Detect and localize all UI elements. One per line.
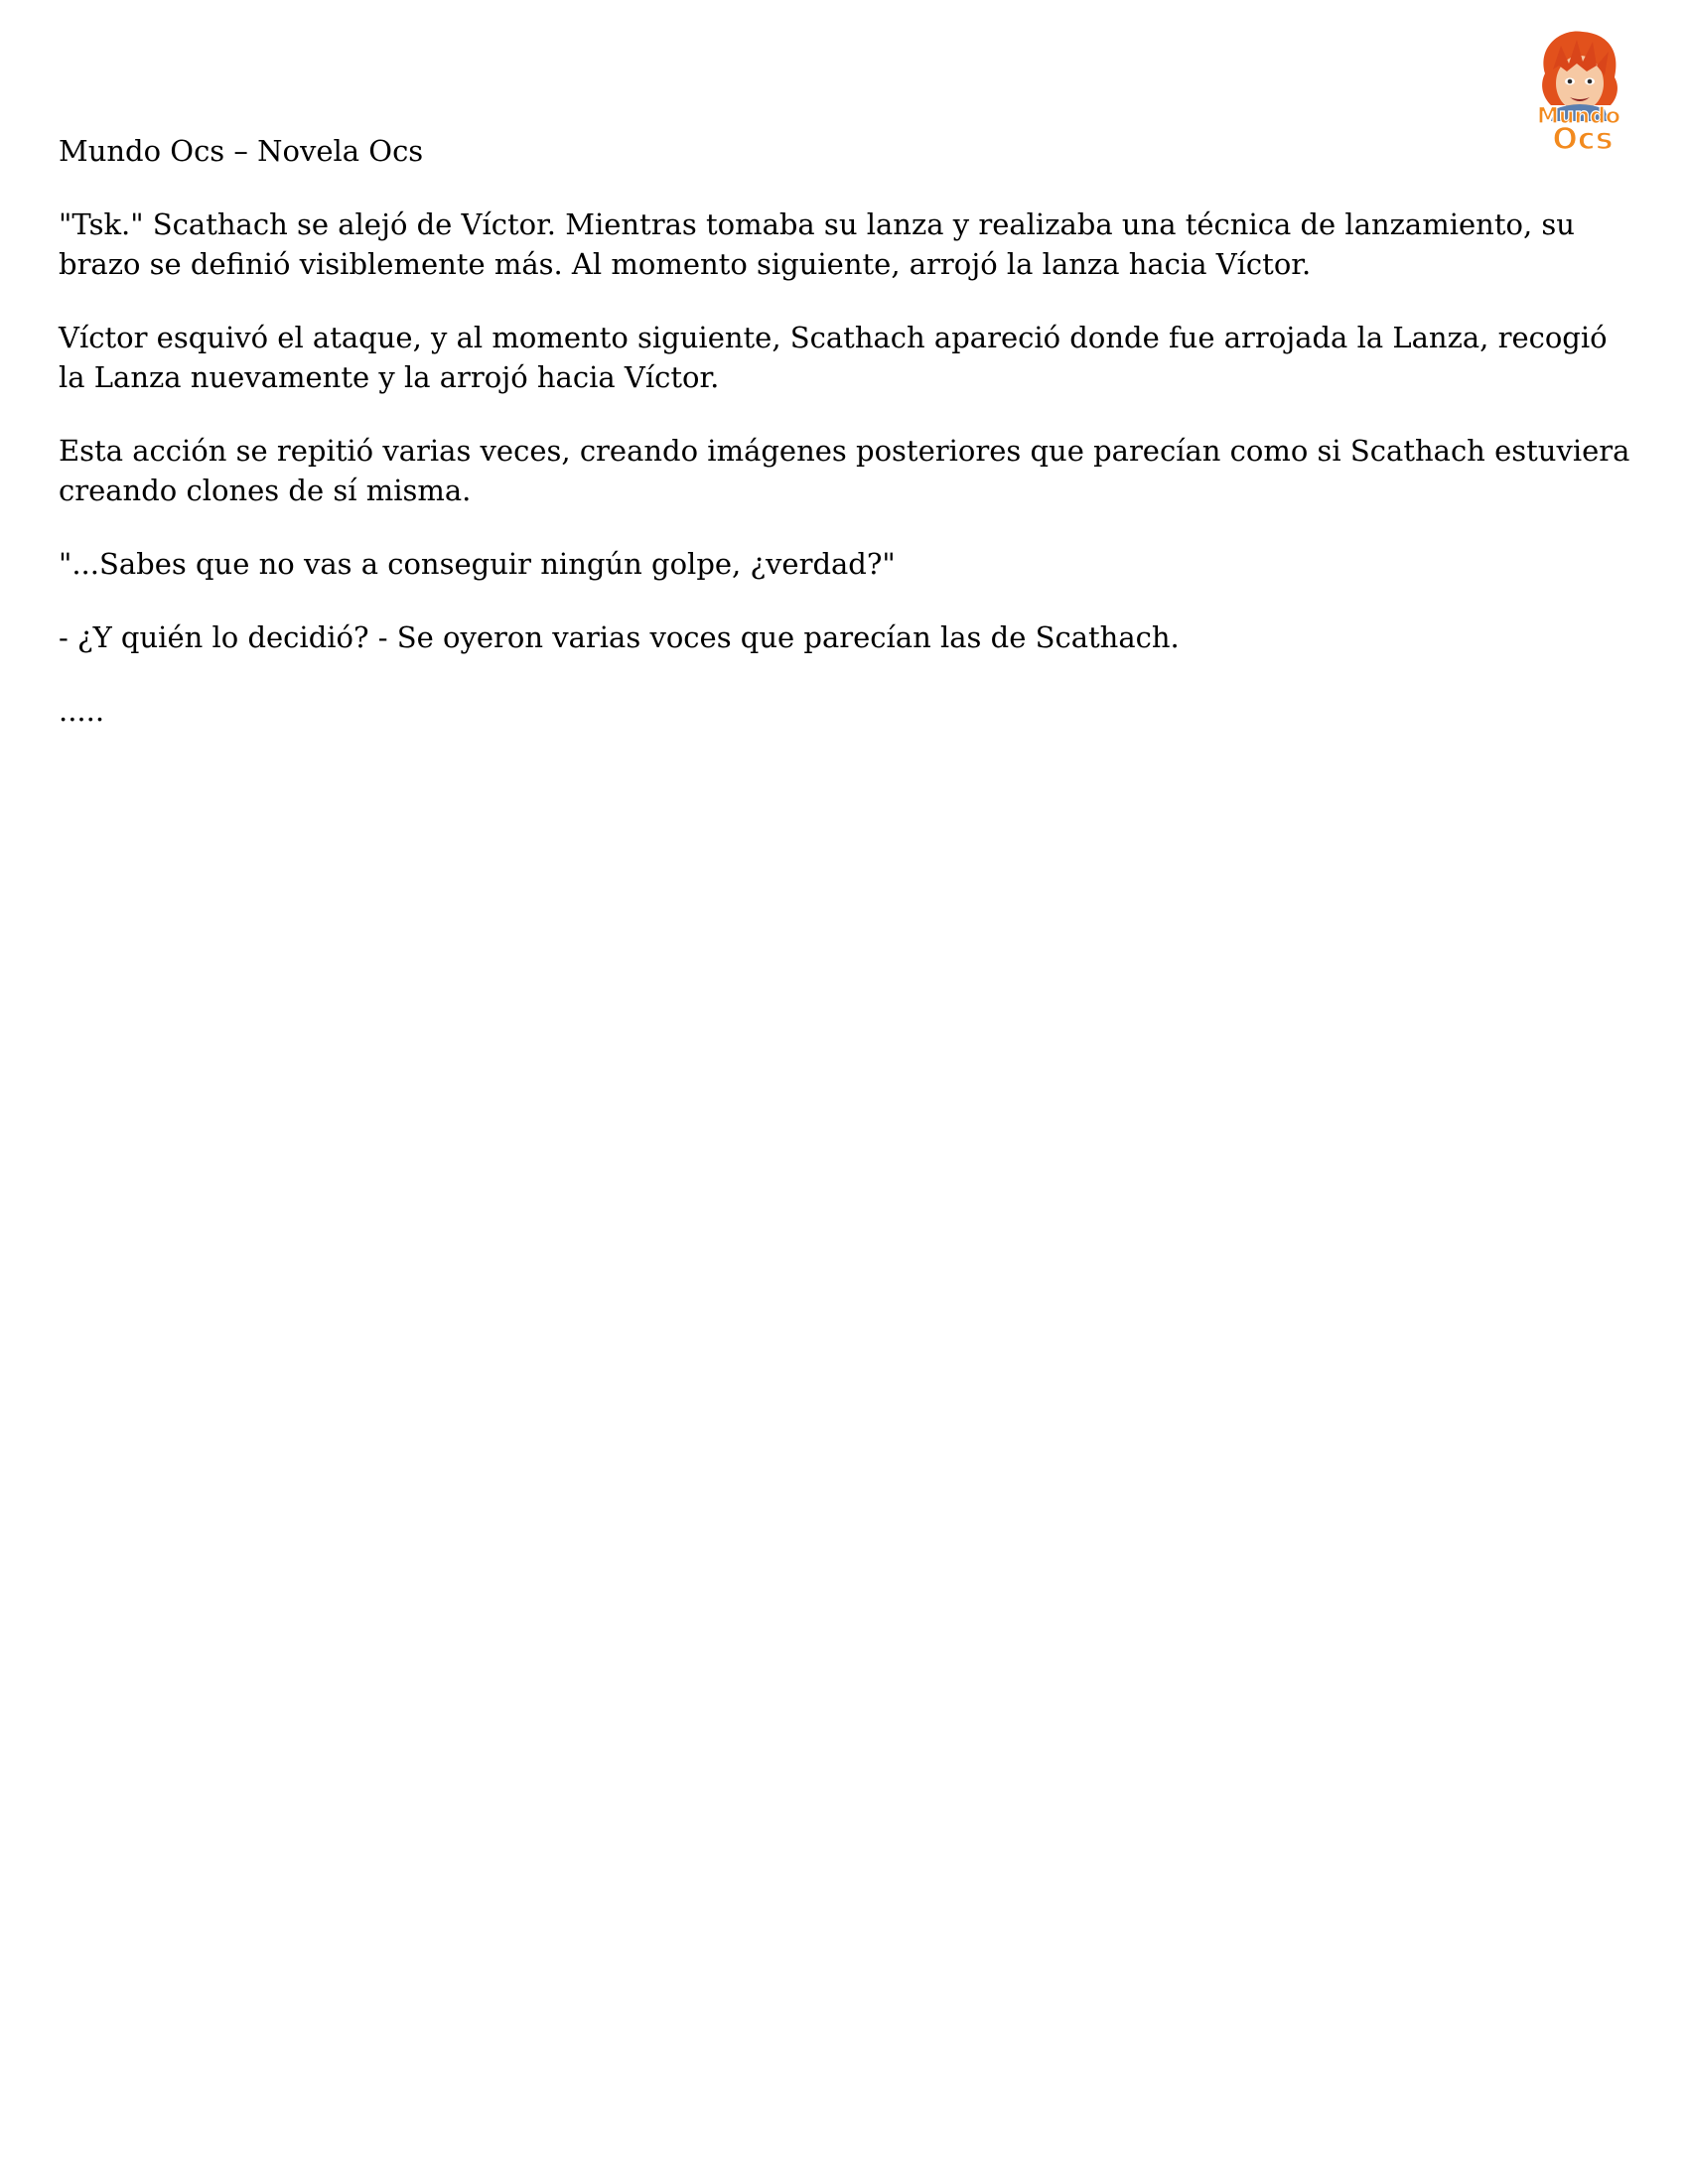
paragraph: - ¿Y quién lo decidió? - Se oyeron varias voces que parecían las de Scathach. [59,620,1180,654]
paragraph: Víctor esquivó el ataque, y al momento siguiente, Scathach apareció donde fue arrojada la Lanza, recogió la Lanza nuevamente y la arrojó hacia Víctor. [59,321,1608,394]
paragraph: Esta acción se repitió varias veces, creando imágenes posteriores que parecían como si Scathach estuviera creando clones de sí misma. [59,434,1630,507]
paragraph: "...Sabes que no vas a conseguir ningún golpe, ¿verdad?" [59,547,896,581]
document-header-title: Mundo Ocs – Novela Ocs [59,134,424,168]
svg-text:Mundo: Mundo [1536,104,1621,129]
paragraph: "Tsk." Scathach se alejó de Víctor. Mientras tomaba su lanza y realizaba una técnica de lanzamiento, su brazo se definió visiblemente más. Al momento siguiente, arrojó la lanza hacia Víctor. [59,207,1575,281]
svg-text:Ocs: Ocs [1552,122,1614,155]
paragraph: ..... [59,694,105,728]
document-body [59,131,1637,764]
